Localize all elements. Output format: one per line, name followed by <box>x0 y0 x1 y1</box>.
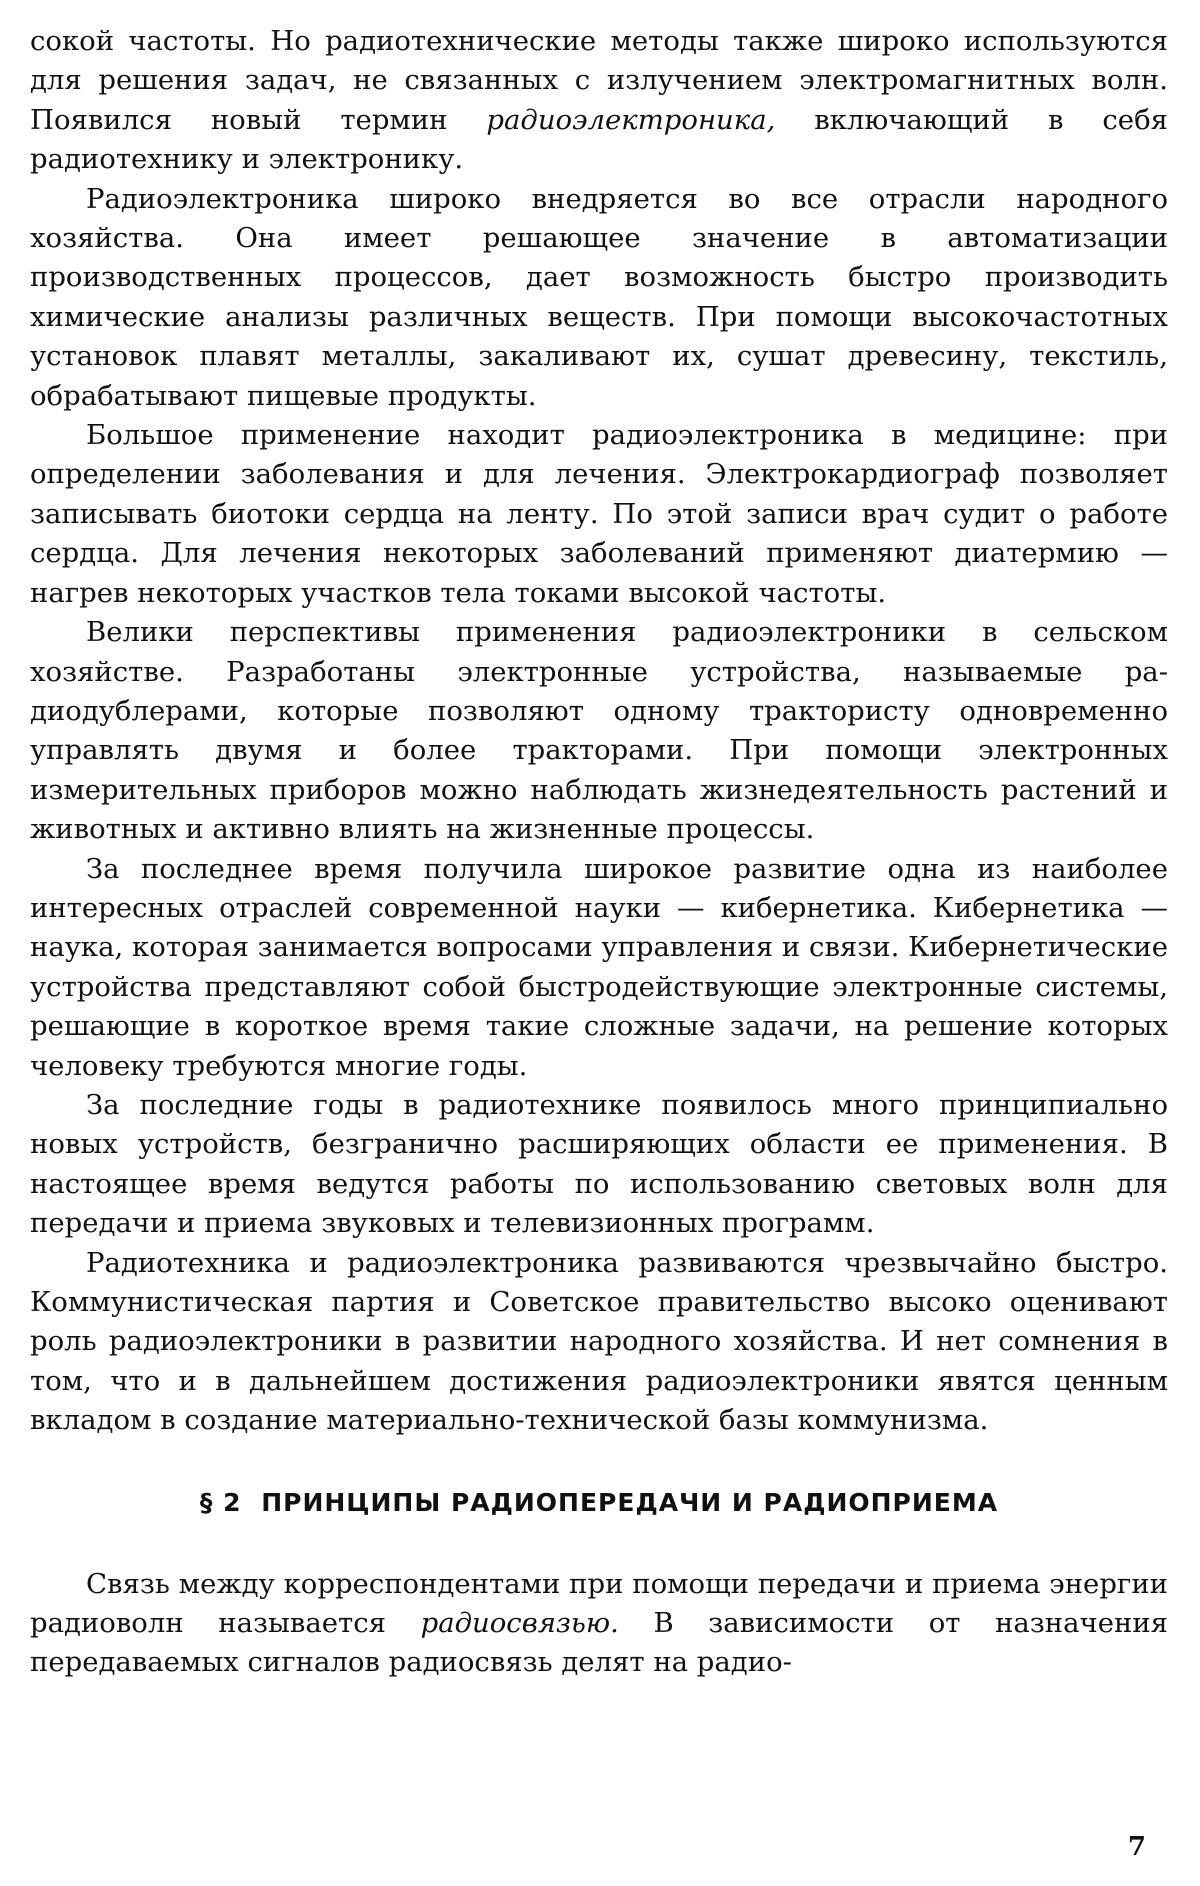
book-page <box>30 22 1168 1862</box>
text-run: включающий в себя радиотехнику и электронику. <box>30 103 1168 176</box>
paragraph <box>30 1565 1168 1683</box>
text-run: Радиоэлектроника широко внедряется во все отрасли народного хозяйства. Она имеет решающее значение в автоматизации производственных процессов, дает возможность быстро производить химические анализы различных веществ. При помощи высокочастотных установок плавят металлы, закаливают их, сушат древесину, текстиль, обрабатывают пищевые продукты. <box>30 182 1168 412</box>
text-run: сокой частоты. Но радиотехнические методы также широко используются для решения задач, не связанных с излучением электромагнитных волн. Появился новый термин <box>30 25 1168 136</box>
body-text-after-heading <box>30 1565 1168 1683</box>
text-run: Большое применение находит радиоэлектроника в медицине: при определении заболевания и для лечения. Электрокардиограф позволяет записывать биотоки сердца на ленту. По этой записи врач судит о работе сердца. Для лечения некоторых заболеваний применяют диатермию — нагрев некоторых участков тела токами высокой частоты. <box>30 419 1168 609</box>
section-title: ПРИНЦИПЫ РАДИОПЕРЕДАЧИ И РАДИОПРИЕМА <box>261 1487 999 1517</box>
section-number: § 2 <box>199 1487 242 1517</box>
text-run: Связь между корреспондентами при помощи передачи и приема энергии радиоволн называется <box>30 1567 1168 1640</box>
paragraph <box>30 613 1168 849</box>
text-run: Радиотехника и радиоэлектроника развиваются чрезвычайно быстро. Коммунистическая партия и Советское правительство высоко оценивают роль радиоэлектроники в развитии народного хозяйства. И нет сомнения в том, что и в дальнейшем достижения радиоэлектроники явятся ценным вкладом в создание материально-технической базы коммунизма. <box>30 1246 1168 1437</box>
paragraph <box>30 22 1168 180</box>
text-run: В зависимости от назначения передаваемых сигналов радиосвязь делят на радио- <box>30 1607 1168 1679</box>
text-run: За последние годы в радиотехнике появилось много принципиально новых устройств, безгранично расширяющих области ее применения. В настоящее время ведутся работы по использованию световых волн для передачи и приема звуковых и телевизионных программ. <box>30 1088 1168 1240</box>
paragraph <box>30 180 1168 416</box>
section-heading <box>30 1487 1168 1519</box>
paragraph <box>30 1244 1168 1441</box>
italic-term: радиоэлектроника, <box>486 103 776 136</box>
page-number: 7 <box>1127 1832 1146 1862</box>
body-text-before-heading <box>30 22 1168 1441</box>
text-run: Велики перспективы применения радиоэлектроники в сельском хозяйстве. Разработаны электронные устройства, называемые радиодублерами, которые позволяют одному трактористу одновременно управлять двумя и более тракторами. При помощи электронных измерительных приборов можно наблюдать жизнедеятельность растений и животных и активно влиять на жизненные процессы. <box>30 616 1168 846</box>
paragraph <box>30 850 1168 1086</box>
paragraph <box>30 416 1168 613</box>
paragraph <box>30 1086 1168 1244</box>
italic-term: радиосвязью. <box>420 1607 619 1640</box>
text-run: За последнее время получила широкое развитие одна из наиболее интересных отраслей современной науки — кибернетика. Кибернетика — наука, которая занимается вопросами управления и связи. Кибернетические устройства представляют собой быстродействующие электронные системы, решающие в короткое время такие сложные задачи, на решение которых человеку требуются многие годы. <box>30 852 1168 1082</box>
